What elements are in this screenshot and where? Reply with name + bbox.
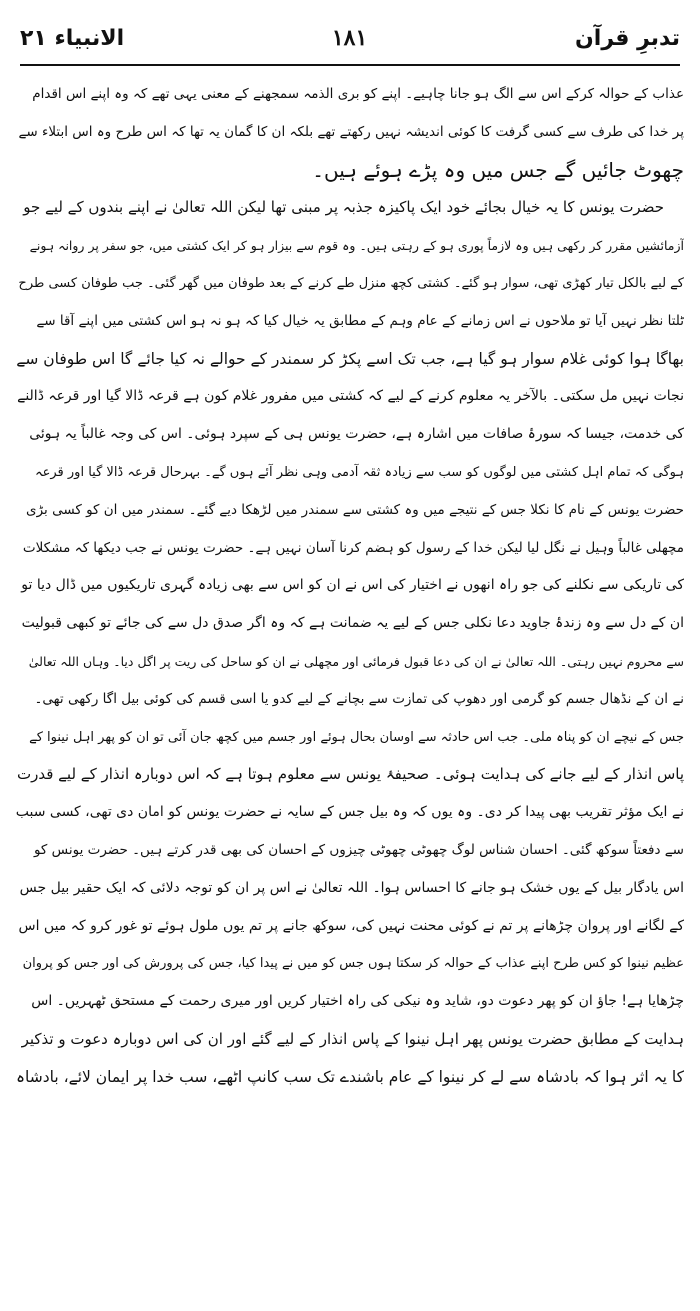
text-line: کا یہ اثر ہوا کہ بادشاہ سے لے کر نینوا کے عام باشندے تک سب کانپ اٹھے، سب خدا پر ایمان لائے، بادشاہ (16, 1067, 684, 1086)
text-line: حضرت یونس کا یہ خیال بجائے خود ایک پاکیزہ جذبہ پر مبنی تھا لیکن اللہ تعالیٰ نے اپنے بندوں کے لیے جو (23, 198, 664, 217)
page-header (20, 18, 680, 58)
text-line: ٹلتا نظر نہیں آیا تو ملاحوں نے اس زمانے کے عام وہم کے مطابق یہ خیال کیا کہ ہو نہ ہو اس کشتی میں اپنے آقا سے (36, 312, 684, 329)
text-line: کی خدمت، جیسا کہ سورۂ صافات میں اشارہ ہے، حضرت یونس ہی کے سپرد ہوئی۔ اس کی وجہ غالباً یہ ہوئی (29, 426, 684, 443)
text-line: کی تاریکی سے نکلنے کی جو راہ انھوں نے اختیار کی اس نے ان کو اس سے بھی زیادہ گہری تاریکیوں میں ڈال دیا تو (21, 577, 684, 594)
text-line: جس کے نیچے ان کو پناہ ملی۔ جب اس حادثہ سے اوسان بحال ہوئے اور جسم میں کچھ جان آئی تو ان کو پھر اہل نینوا کے (29, 729, 684, 745)
text-line: بھاگا ہوا کوئی غلام سوار ہو گیا ہے، جب تک اسے پکڑ کر سمندر کے حوالے نہ کیا جائے گا اس طوفان سے (16, 349, 684, 368)
text-line: پر خدا کی طرف سے کسی گرفت کا کوئی اندیشہ نہیں رکھتے تھے بلکہ ان کا گمان یہ تھا کہ اس طرح وہ اس ابتلاء سے (18, 123, 684, 140)
page-number: ۱۸۱ (331, 25, 368, 51)
text-line: عظیم نینوا کو کس طرح اپنے عذاب کے حوالہ کر سکتا ہوں جس کو میں نے پیدا کیا، جس کی پرورش کی اور جس کو پروان (22, 956, 684, 972)
text-line: چڑھایا ہے! جاؤ ان کو پھر دعوت دو، شاید وہ نیکی کی راہ اختیار کریں اور میری رحمت کے مستحق ٹھہریں۔ اس (31, 993, 684, 1010)
text-line: چھوٹ جائیں گے جس میں وہ پڑے ہوئے ہیں۔ (312, 157, 684, 182)
text-line: سے محروم نہیں رہتی۔ اللہ تعالیٰ نے ان کی دعا قبول فرمائی اور مچھلی نے ان کو ساحل کی ریت پر اگل دیا۔ وہاں اللہ تعالیٰ (28, 653, 684, 669)
page-body-text (16, 76, 684, 1305)
text-line: کے لگانے اور پروان چڑھانے پر تم نے کوئی محنت نہیں کی، سوکھ جانے پر تم یوں ملول ہوئے تو غور کرو کہ میں اس (18, 917, 684, 934)
text-line: مچھلی غالباً وہیل نے نگل لیا لیکن خدا کے رسول کو ہضم کرنا آسان نہیں ہے۔ حضرت یونس نے جب دیکھا کہ مشکلات (22, 539, 684, 556)
running-title-surah: الانبیاء ۲۱ (20, 25, 125, 51)
text-line: ان کے دل سے وہ زندۂ جاوید دعا نکلی جس کے لیے یہ ضمانت ہے کہ وہ اگر صدق دل سے کی جائے تو کبھی قبولیت (21, 615, 684, 632)
text-line: عذاب کے حوالہ کرکے اس سے الگ ہو جانا چاہیے۔ اپنے کو بری الذمہ سمجھنے کے معنی یہی تھے کہ وہ اپنے اس اقدام (32, 86, 684, 102)
text-line: کے لیے بالکل تیار کھڑی تھی، سوار ہو گئے۔ کشتی کچھ منزل طے کرنے کے بعد طوفان میں گھر گئی۔ جب طوفان کسی طرح (18, 275, 684, 291)
text-line: اس یادگار بیل کے یوں خشک ہو جانے کا احساس ہوا۔ اللہ تعالیٰ نے اس پر ان کو توجہ دلائی کہ ایک حقیر بیل جس (19, 879, 684, 896)
text-line: ہوگی کہ تمام اہل کشتی میں لوگوں کو سب سے زیادہ ثقہ آدمی وہی نظر آئے ہوں گے۔ بہرحال قرعہ ڈالا گیا اور قرعہ (35, 464, 684, 480)
text-line: ہدایت کے مطابق حضرت یونس پھر اہل نینوا کے پاس انذار کے لیے گئے اور ان کی اس دوبارہ دعوت و تذکیر (21, 1029, 684, 1048)
running-title-book: تدبرِ قرآن (575, 25, 680, 51)
header-divider (20, 64, 680, 66)
text-line: نے ایک مؤثر تقریب بھی پیدا کر دی۔ وہ یوں کہ وہ بیل جس کے سایہ نے حضرت یونس کو امان دی تھی، کسی سبب (16, 804, 684, 821)
text-line: نے ان کے نڈھال جسم کو گرمی اور دھوپ کی تمازت سے بچانے کے لیے کدو یا اسی قسم کی کوئی بیل اگا رکھی تھی۔ (34, 690, 684, 707)
text-line: نجات نہیں مل سکتی۔ بالآخر یہ معلوم کرنے کے لیے کہ کشتی میں مفرور غلام کون ہے قرعہ ڈالا گیا اور قرعہ ڈالنے (17, 388, 684, 405)
text-line: آزمائشیں مقرر کر رکھی ہیں وہ لازماً پوری ہو کے رہتی ہیں۔ وہ قوم سے بیزار ہو کر ایک کشتی میں، جو سفر پر روانہ ہونے (29, 238, 684, 254)
text-line: حضرت یونس کے نام کا نکلا جس کے نتیجے میں وہ کشتی سے سمندر میں لڑھکا دیے گئے۔ سمندر میں ان کو کسی بڑی (26, 501, 684, 518)
text-line: پاس انذار کے لیے جانے کی ہدایت ہوئی۔ صحیفۂ یونس سے معلوم ہوتا ہے کہ اس دوبارہ انذار کے لیے قدرت (16, 765, 684, 784)
text-line: سے دفعتاً سوکھ گئی۔ احسان شناس لوگ چھوٹی چھوٹی چیزوں کے احسان کی بھی قدر کرتے ہیں۔ حضرت یونس کو (33, 841, 684, 858)
